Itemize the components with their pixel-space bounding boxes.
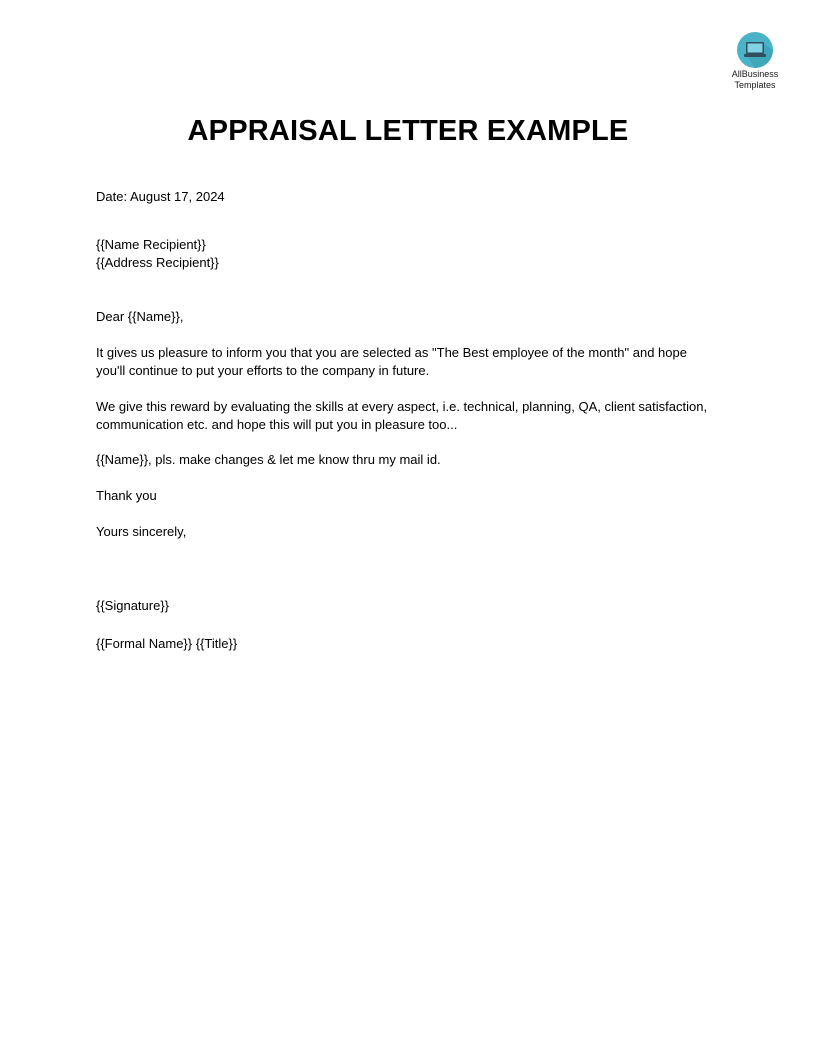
logo-text-line2: Templates [734,80,776,90]
paragraph-changes: {{Name}}, pls. make changes & let me know thru my mail id. [96,452,441,467]
date-line: Date: August 17, 2024 [96,189,225,204]
laptop-icon [737,32,773,68]
closing-line: Yours sincerely, [96,524,187,539]
page-title: APPRAISAL LETTER EXAMPLE [187,115,629,147]
thanks-line: Thank you [96,488,157,503]
recipient-address: {{Address Recipient}} [96,255,219,270]
paragraph-selection: It gives us pleasure to inform you that you are selected as "The Best employee of the month" and hope you'll continue to put your efforts to the company in future. [96,345,687,378]
salutation: Dear {{Name}}, [96,309,184,324]
logo-text-line1: AllBusiness [731,69,779,79]
allbusiness-templates-logo [722,32,788,90]
paragraph-evaluation: We give this reward by evaluating the skills at every aspect, i.e. technical, planning, QA, client satisfaction, communication etc. and hope this will put you in pleasure too... [96,399,708,432]
signature-placeholder: {{Signature}} [96,598,170,613]
formal-name-title: {{Formal Name}} {{Title}} [96,636,238,651]
recipient-name: {{Name Recipient}} [96,237,206,252]
